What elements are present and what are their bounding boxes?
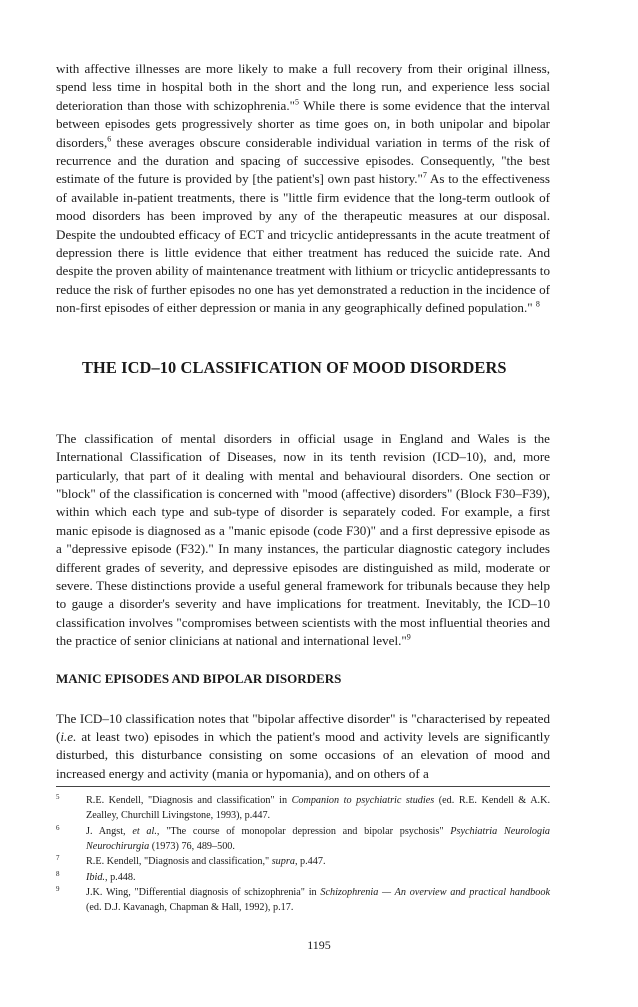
italic-text: Companion to psychiatric studies (291, 795, 435, 807)
text: The classification of mental disorders in official usage in England and Wales is the International Classification of Diseases, now in its tenth revision (ICD–10), and, more particularly, that part of it dealing with mental and behavioural disorders. One section or "block" of the classification is concerned with "mood (affective) disorders" (Block F30–F39), within which each type and sub-type of disorder is separately coded. For example, a first manic episode is diagnosed as a "manic episode (code F30)" and a first depressive episode as a "depressive episode (F32)." In many instances, the particular diagnostic category includes different grades of severity, and depressive episodes are distinguished as mild, moderate or severe. These distinctions provide a useful general framework for tribunals because they help to gauge a disorder's severity and have implications for treatment. Inevitably, the ICD–10 classification involves "compromises between scientists with the most influential theories and the practice of senior clinicians at national and international level." (56, 430, 550, 649)
text: (ed. R.E. Kendell & A.K. Zealley, Churchill Livingstone, 1993), p.447. (86, 795, 550, 822)
text: The ICD–10 classification notes that "bipolar affective disorder" is "characterised by repeated ( (56, 710, 550, 744)
footnote-9 (56, 885, 550, 916)
text: , p.447. (294, 856, 326, 868)
footnote-5 (56, 793, 550, 824)
text: (1973) 76, 489–500. (149, 841, 235, 853)
footnote-divider (56, 786, 550, 787)
footnote-number: 8 (56, 869, 60, 878)
footnote-ref-9: 9 (406, 632, 411, 642)
text: J. Angst, (86, 825, 133, 837)
footnote-number: 9 (56, 884, 60, 893)
subsection-heading: MANIC EPISODES AND BIPOLAR DISORDERS (56, 670, 342, 686)
text: R.E. Kendell, "Diagnosis and classification" in (86, 795, 292, 807)
footnote-ref-7: 7 (422, 171, 427, 181)
text: , p.448. (104, 871, 136, 883)
text: J.K. Wing, "Differential diagnosis of schizophrenia" in (86, 886, 321, 898)
paragraph-icd10-classification (56, 430, 550, 651)
italic-text: Schizophrenia — An overview and practical handbook (320, 886, 550, 898)
text: these averages obscure considerable individual variation in terms of the risk of recurrence and the duration and spacing of successive episodes. Consequently, "the best estimate of the future is provided by [the patient's] own past history." (56, 134, 550, 187)
page-body (56, 60, 550, 916)
footnote-ref-5: 5 (294, 97, 299, 107)
footnote-ref-8: 8 (535, 299, 540, 309)
text: As to the effectiveness of available in-patient treatments, there is "little firm evidence that the long-term outlook of mood disorders has been improved by any of the therapeutic measures at our disposal. Despite the undoubted efficacy of ECT and tricyclic antidepressants in the acute treatment of depression there is little evidence that either treatment has reduced the suicide rate. And despite the proven ability of maintenance treatment with lithium or tricyclic antidepressants to reduce the risk of further episodes no one has yet demonstrated a reduction in the incidence of non-first episodes of either depression or mania in any geographically defined population." (56, 171, 550, 316)
footnote-ref-6: 6 (107, 134, 112, 144)
italic-text: et al. (132, 825, 157, 837)
footnote-number: 5 (56, 793, 60, 802)
paragraph-bipolar-definition (56, 710, 550, 784)
text: While there is some evidence that the interval between episodes gets progressively shorter as time goes on, in both unipolar and bipolar disorders, (56, 97, 551, 150)
italic-text: supra (271, 856, 295, 868)
italic-text: Ibid. (86, 871, 105, 883)
text: with affective illnesses are more likely to make a full recovery from their original illness, spend less time in hospital both in the short and the long run, and experience less social deterioration than those with schizophrenia." (56, 61, 550, 113)
italic-text: Psychiatria Neurologia Neurochirurgia (86, 825, 551, 853)
text: at least two) episodes in which the patient's mood and activity levels are significantly disturbed, this disturbance consisting on some occasions of an elevation of mood and increased energy and activity (mania or hypomania), and on others of a (56, 728, 550, 781)
section-heading: THE ICD–10 CLASSIFICATION OF MOOD DISORDERS (82, 357, 507, 377)
footnote-number: 7 (56, 854, 60, 863)
page-number: 1195 (307, 938, 331, 952)
text: , "The course of monopolar depression and bipolar psychosis" (156, 825, 451, 837)
footnote-7 (56, 854, 550, 869)
text: R.E. Kendell, "Diagnosis and classification," (86, 856, 272, 868)
italic-text: i.e. (60, 728, 77, 744)
footnote-6 (56, 824, 550, 855)
paragraph-affective-outcomes (56, 60, 550, 318)
text: (ed. D.J. Kavanagh, Chapman & Hall, 1992), p.17. (86, 902, 294, 914)
footnote-8 (56, 870, 550, 885)
footnote-number: 6 (56, 823, 60, 832)
